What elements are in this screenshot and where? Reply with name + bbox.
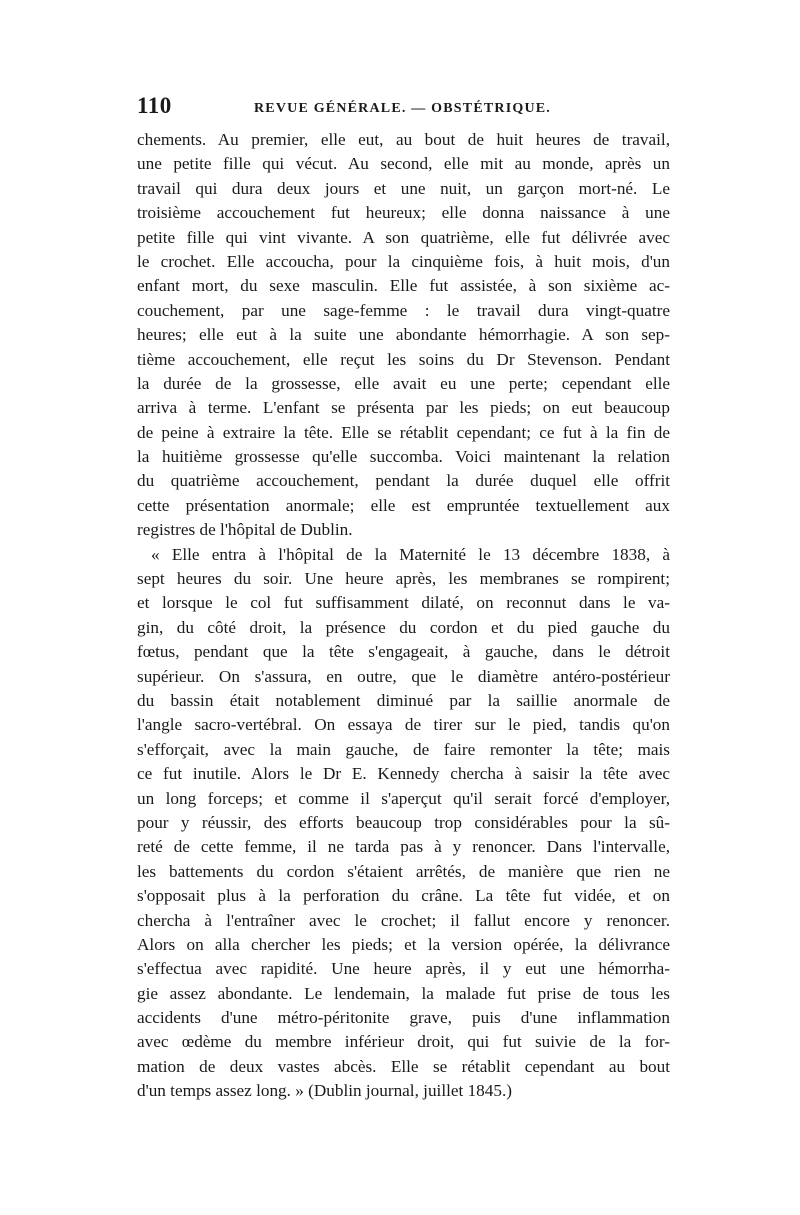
paragraph-start-line: « Elle entra à l'hôpital de la Maternité le 13 décembre 1838, à: [151, 544, 670, 564]
text-line: chements. Au premier, elle eut, au bout de huit heures de travail,: [137, 130, 670, 149]
body-text: [137, 128, 670, 1104]
text-line: ce fut inutile. Alors le Dr E. Kennedy chercha à saisir la tête avec: [137, 764, 670, 784]
text-line: les battements du cordon s'étaient arrêtés, de manière que rien ne: [137, 861, 670, 881]
text-line: pour y réussir, des efforts beaucoup trop considérables pour la sû-: [137, 812, 670, 832]
text-line: troisième accouchement fut heureux; elle donna naissance à une: [137, 203, 670, 223]
text-line: Alors on alla chercher les pieds; et la version opérée, la délivrance: [137, 934, 670, 954]
text-line: s'opposait plus à la perforation du crâne. La tête fut vidée, et on: [137, 886, 670, 906]
text-line: petite fille qui vint vivante. A son quatrième, elle fut délivrée avec: [137, 227, 670, 247]
text-line: reté de cette femme, il ne tarda pas à y renoncer. Dans l'intervalle,: [137, 837, 670, 857]
text-line: travail qui dura deux jours et une nuit, un garçon mort-né. Le: [137, 178, 670, 198]
text-line: la durée de la grossesse, elle avait eu une perte; cependant elle: [137, 373, 670, 393]
text-line: l'angle sacro-vertébral. On essaya de tirer sur le pied, tandis qu'on: [137, 715, 670, 735]
text-line: et lorsque le col fut suffisamment dilaté, on reconnut dans le va-: [137, 593, 670, 613]
text-line: s'efforçait, avec la main gauche, de faire remonter la tête; mais: [137, 739, 670, 759]
text-line: arriva à terme. L'enfant se présenta par les pieds; on eut beaucoup: [137, 398, 670, 418]
text-line: fœtus, pendant que la tête s'engageait, à gauche, dans le détroit: [137, 642, 670, 662]
text-line: couchement, par une sage-femme : le travail dura vingt-quatre: [137, 300, 670, 320]
text-line: chercha à l'entraîner avec le crochet; il fallut encore y renoncer.: [137, 910, 670, 930]
text-line: du quatrième accouchement, pendant la durée duquel elle offrit: [137, 471, 670, 491]
text-line: tième accouchement, elle reçut les soins du Dr Stevenson. Pendant: [137, 349, 670, 369]
text-line: sept heures du soir. Une heure après, les membranes se rompirent;: [137, 569, 670, 589]
running-head: REVUE GÉNÉRALE. — OBSTÉTRIQUE.: [254, 101, 552, 116]
text-line: heures; elle eut à la suite une abondante hémorrhagie. A son sep-: [137, 325, 670, 345]
text-line: cette présentation anormale; elle est empruntée textuellement aux: [137, 495, 670, 515]
page-header: [137, 93, 670, 125]
text-line: gie assez abondante. Le lendemain, la malade fut prise de tous les: [137, 983, 670, 1003]
paragraph-end-line: registres de l'hôpital de Dublin.: [137, 520, 353, 540]
text-line: du bassin était notablement diminué par la saillie anormale de: [137, 690, 670, 710]
text-line: s'effectua avec rapidité. Une heure après, il y eut une hémorrha-: [137, 959, 670, 979]
text-line: gin, du côté droit, la présence du cordon et du pied gauche du: [137, 617, 670, 637]
text-line: une petite fille qui vécut. Au second, elle mit au monde, après un: [137, 154, 670, 174]
text-line: supérieur. On s'assura, en outre, que le diamètre antéro-postérieur: [137, 666, 670, 686]
text-line: le crochet. Elle accoucha, pour la cinquième fois, à huit mois, d'un: [137, 251, 670, 271]
paragraph-end-line: d'un temps assez long. » (Dublin journal, juillet 1845.): [137, 1081, 512, 1101]
text-line: la huitième grossesse qu'elle succomba. Voici maintenant la relation: [137, 447, 670, 467]
page-number: 110: [137, 93, 172, 118]
text-line: mation de deux vastes abcès. Elle se rétablit cependant au bout: [137, 1056, 670, 1076]
text-line: accidents d'une métro-péritonite grave, puis d'une inflammation: [137, 1008, 670, 1028]
text-line: de peine à extraire la tête. Elle se rétablit cependant; ce fut à la fin de: [137, 422, 670, 442]
text-line: avec œdème du membre inférieur droit, qui fut suivie de la for-: [137, 1032, 670, 1052]
text-line: un long forceps; et comme il s'aperçut qu'il serait forcé d'employer,: [137, 788, 670, 808]
text-line: enfant mort, du sexe masculin. Elle fut assistée, à son sixième ac-: [137, 276, 670, 296]
